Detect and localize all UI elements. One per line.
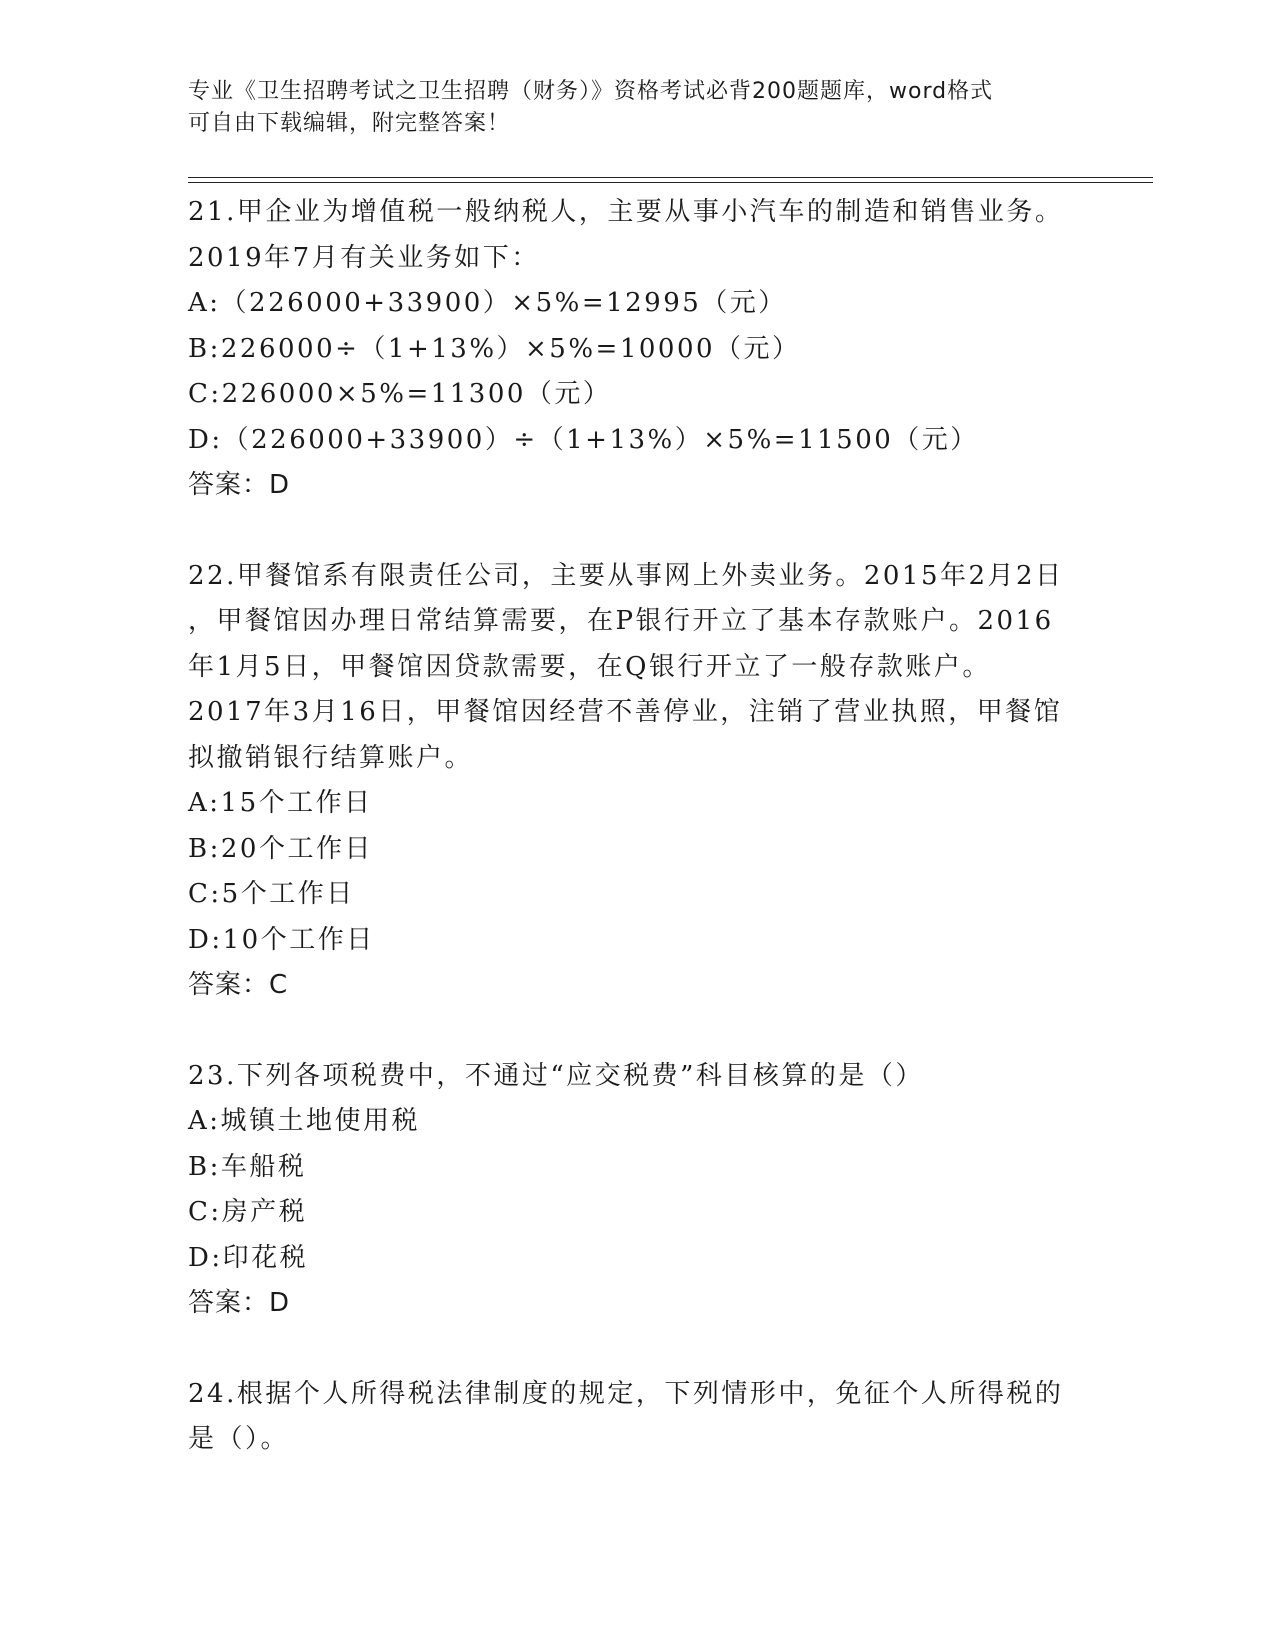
question-text-line: 24.根据个人所得税法律制度的规定，下列情形中，免征个人所得税的 bbox=[188, 1378, 1064, 1409]
question-text-line: 22.甲餐馆系有限责任公司，主要从事网上外卖业务。2015年2月2日 bbox=[188, 560, 1064, 591]
answer: 答案：D bbox=[188, 1288, 291, 1318]
question-23 bbox=[188, 1054, 1088, 1327]
question-21 bbox=[188, 190, 1088, 509]
option-b: B:车船税 bbox=[188, 1151, 307, 1182]
option-d: D:10个工作日 bbox=[188, 924, 375, 955]
header-rule-bottom bbox=[188, 182, 1153, 183]
question-text-line: 拟撤销银行结算账户。 bbox=[188, 742, 474, 773]
question-gap bbox=[188, 509, 1088, 554]
question-24 bbox=[188, 1372, 1088, 1463]
option-b: B:226000÷（1+13%）×5%=10000（元） bbox=[188, 333, 801, 364]
question-text-line: ，甲餐馆因办理日常结算需要，在P银行开立了基本存款账户。2016 bbox=[188, 606, 1054, 636]
document-header bbox=[188, 76, 1088, 140]
question-text-line: 21.甲企业为增值税一般纳税人，主要从事小汽车的制造和销售业务。 bbox=[188, 197, 1064, 227]
header-title-line-2: 可自由下载编辑，附完整答案！ bbox=[188, 111, 511, 136]
option-c: C:5个工作日 bbox=[188, 879, 355, 909]
question-text-line: 2019年7月有关业务如下： bbox=[188, 242, 540, 273]
option-a: A:15个工作日 bbox=[188, 788, 373, 818]
question-text-line: 23.下列各项税费中，不通过“应交税费”科目核算的是（） bbox=[188, 1060, 924, 1091]
option-d: D:（226000+33900）÷（1+13%）×5%=11500（元） bbox=[188, 424, 979, 455]
option-a: A:城镇土地使用税 bbox=[188, 1106, 421, 1136]
option-c: C:房产税 bbox=[188, 1197, 308, 1227]
option-a: A:（226000+33900）×5%=12995（元） bbox=[188, 288, 787, 318]
header-rule-top bbox=[188, 177, 1153, 178]
question-gap bbox=[188, 1327, 1088, 1372]
question-text-line: 是（）。 bbox=[188, 1424, 290, 1454]
question-22 bbox=[188, 554, 1088, 1009]
answer: 答案：C bbox=[188, 970, 289, 1000]
option-d: D:印花税 bbox=[188, 1242, 309, 1273]
question-list bbox=[188, 190, 1088, 1463]
option-b: B:20个工作日 bbox=[188, 833, 373, 864]
question-gap bbox=[188, 1009, 1088, 1054]
header-title-line-1: 专业《卫生招聘考试之卫生招聘（财务）》资格考试必背200题题库，word格式 bbox=[188, 79, 994, 104]
answer: 答案：D bbox=[188, 470, 291, 500]
question-text-line: 年1月5日，甲餐馆因贷款需要，在Q银行开立了一般存款账户。 bbox=[188, 651, 991, 682]
option-c: C:226000×5%=11300（元） bbox=[188, 379, 612, 409]
question-text-line: 2017年3月16日，甲餐馆因经营不善停业，注销了营业执照，甲餐馆 bbox=[188, 697, 1063, 727]
